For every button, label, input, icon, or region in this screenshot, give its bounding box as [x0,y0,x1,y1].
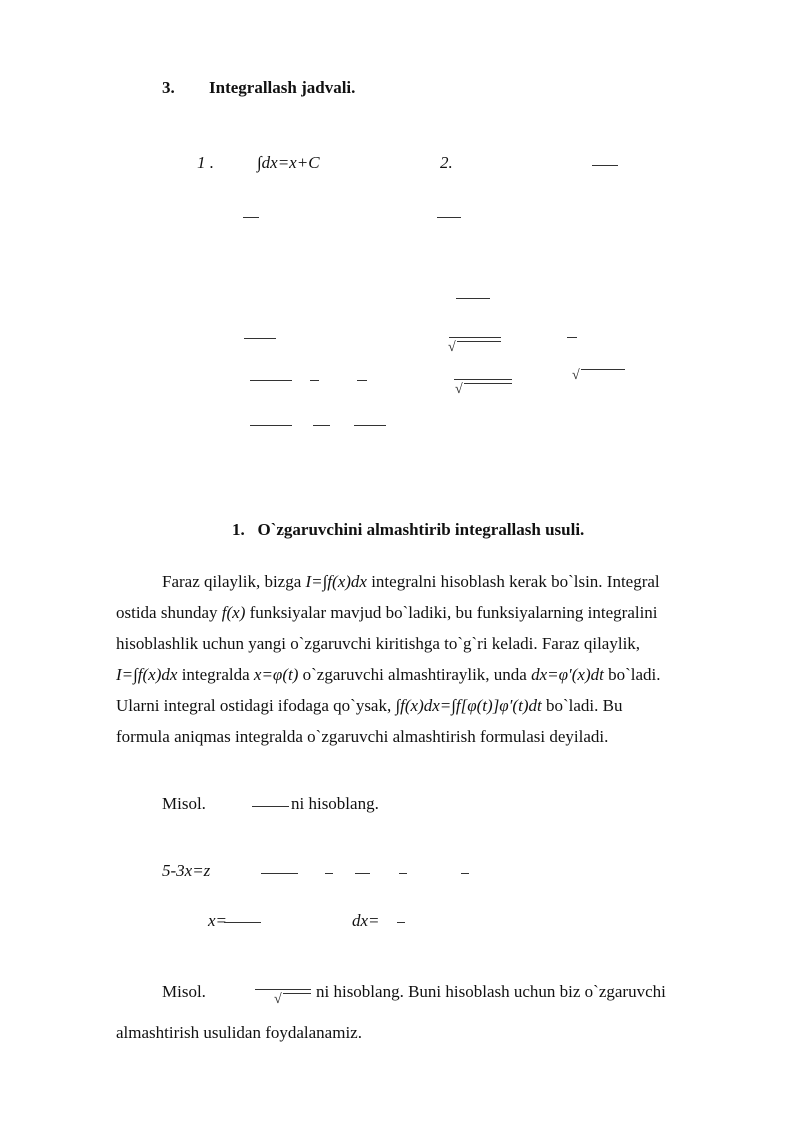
dx-expression: dx= [352,911,380,930]
fraction-bar [592,165,618,166]
fraction-bar [454,379,512,380]
fraction-bar [397,922,405,923]
paragraph-line: ostida shunday f(x) funksiyalar mavjud bo`ladiki, bu funksiyalarning integralini [116,603,658,622]
fraction-bar [437,217,461,218]
fraction-bar [355,873,370,874]
paragraph-line: formula aniqmas integralda o`zgaruvchi almashtirish formulasi deyiladi. [116,727,609,746]
fraction-bar [250,425,292,426]
fraction-bar [325,873,333,874]
example-1-label: Misol. [162,794,206,813]
x-expression: x= [208,911,228,930]
paragraph-line: hisoblashlik uchun yangi o`zgaruvchi kiritishga to`g`ri keladi. Faraz qilaylik, [116,634,641,653]
fraction-bar [449,337,501,338]
sqrt-icon: √ [448,340,456,355]
example-2-tail: ni hisoblang. Buni hisoblash uchun biz o`zgaruvchi [316,982,666,1001]
paragraph-line: I=∫f(x)dx integralda x=φ(t) o`zgaruvchi almashtiraylik, unda dx=φ′(x)dt bo`ladi. [116,665,661,684]
table-item-1-number: 1 . [197,153,214,172]
fraction-bar [354,425,386,426]
fraction-bar [252,806,289,807]
fraction-bar [313,425,330,426]
section-number: 3. [162,78,175,97]
table-item-2-number: 2. [440,153,453,172]
fraction-bar [244,338,276,339]
example-2-tail-2: almashtirish usulidan foydalanamiz. [116,1023,362,1042]
section-title: Integrallash jadvali. [209,78,356,97]
paragraph-line: Ularni integral ostidagi ifodaga qo`ysak, ∫f(x)dx=∫f[φ(t)]φ′(t)dt bo`ladi. Bu [116,696,623,715]
fraction-bar [456,298,490,299]
fraction-bar [357,380,367,381]
fraction-bar [399,873,407,874]
formula: f(x) [221,603,246,622]
fraction-bar [581,369,625,370]
sqrt-icon: √ [572,368,580,383]
fraction-bar [457,341,501,342]
substitution: 5-3x=z [162,861,211,880]
sqrt-icon: √ [274,992,282,1007]
paragraph-line: Faraz qilaylik, bizga I=∫f(x)dx integralni hisoblash kerak bo`lsin. Integral [162,572,660,591]
fraction-bar [283,993,311,994]
method-paragraph [116,566,736,752]
fraction-bar [255,989,311,990]
fraction-bar [243,217,259,218]
formula: dx=φ′(x)dt [531,665,604,684]
table-item-1-formula: ∫dx=x+C [257,153,320,172]
formula: I=∫f(x)dx [305,572,367,591]
example-1-tail: ni hisoblang. [291,794,379,813]
sqrt-icon: √ [455,382,463,397]
fraction-bar [567,337,577,338]
fraction-bar [461,873,469,874]
formula: I=∫f(x)dx [116,665,178,684]
formula: x=φ(t) [253,665,299,684]
fraction-bar [250,380,292,381]
fraction-bar [224,922,261,923]
fraction-bar [310,380,319,381]
formula: ∫f(x)dx=∫f[φ(t)]φ′(t)dt [395,696,542,715]
example-2-label: Misol. [162,982,206,1001]
fraction-bar [464,383,512,384]
method-heading: 1. O`zgaruvchini almashtirib integrallash usuli. [232,520,585,539]
fraction-bar [261,873,298,874]
